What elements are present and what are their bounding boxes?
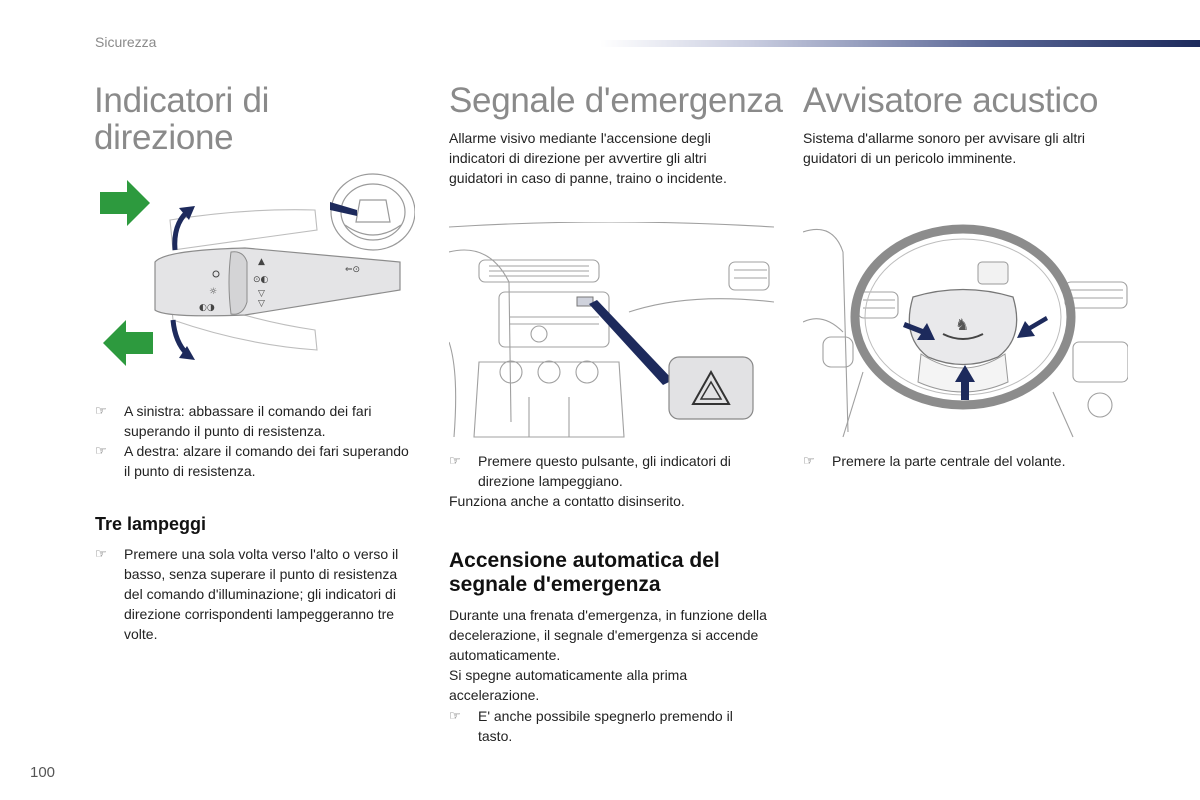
subheading-line-1: Accensione automatica del xyxy=(449,549,720,572)
section-label: Sicurezza xyxy=(95,34,157,50)
horn-steering-wheel-illustration xyxy=(803,222,1128,442)
col1-bullet-list xyxy=(95,401,415,481)
title-indicatori xyxy=(94,82,424,156)
svg-text:♞: ♞ xyxy=(955,315,970,334)
svg-text:◐◑: ◐◑ xyxy=(199,303,215,313)
bullet-text: Premere questo pulsante, gli indicatori di direzione lampeggiano. xyxy=(478,453,731,489)
bullet-pointer-icon: ☞ xyxy=(95,443,107,458)
subheading-line-2: segnale d'emergenza xyxy=(449,573,661,596)
header-gradient-bar xyxy=(600,40,1200,47)
bullet-pointer-icon: ☞ xyxy=(803,453,815,468)
bullet-pointer-icon: ☞ xyxy=(95,403,107,418)
bullet-text: Premere la parte centrale del volante. xyxy=(832,453,1066,469)
turn-signal-stalk-illustration xyxy=(95,170,415,385)
svg-text:▲: ▲ xyxy=(258,257,265,267)
col2-para1: Durante una frenata d'emergenza, in funzione della decelerazione, il segnale d'emergenza si accende automaticamente. xyxy=(449,607,767,663)
list-item xyxy=(803,451,1123,471)
list-item xyxy=(449,706,769,746)
subheading-accensione-automatica xyxy=(449,549,779,597)
bullet-pointer-icon: ☞ xyxy=(449,453,461,468)
col3-bullet-list xyxy=(803,451,1123,471)
title-line-1: Indicatori di xyxy=(94,81,270,120)
svg-text:⊙◐: ⊙◐ xyxy=(253,275,269,285)
col1-sub-bullet-list xyxy=(95,544,410,644)
title-avvisatore-acustico: Avvisatore acustico xyxy=(803,81,1099,120)
col2-intro: Allarme visivo mediante l'accensione degli indicatori di direzione per avvertire gli altri guidatori in caso di panne, traino o incidente. xyxy=(449,130,727,186)
col2-bullet-list xyxy=(449,451,764,491)
page-number: 100 xyxy=(30,764,56,781)
svg-text:⇐⊙: ⇐⊙ xyxy=(345,265,361,275)
title-segnale-emergenza: Segnale d'emergenza xyxy=(449,81,783,120)
col2-note: Funziona anche a contatto disinserito. xyxy=(449,493,685,509)
bullet-text: E' anche possibile spegnerlo premendo il tasto. xyxy=(478,708,733,744)
col2-bullet-list-2 xyxy=(449,706,769,746)
list-item xyxy=(449,451,764,491)
list-item xyxy=(95,441,415,481)
title-line-2: direzione xyxy=(94,118,234,157)
bullet-pointer-icon: ☞ xyxy=(449,708,461,723)
svg-text:▽: ▽ xyxy=(258,289,265,299)
hazard-button-dashboard-illustration xyxy=(449,222,774,442)
bullet-text: A destra: alzare il comando dei fari superando il punto di resistenza. xyxy=(124,443,409,479)
list-item xyxy=(95,544,410,644)
svg-text:☼: ☼ xyxy=(209,287,218,297)
bullet-text: Premere una sola volta verso l'alto o verso il basso, senza superare il punto di resistenza del comando d'illuminazione; gli indicatori di direzione corrispondenti lampeggeranno tre volte. xyxy=(124,546,399,642)
list-item xyxy=(95,401,415,441)
col3-intro: Sistema d'allarme sonoro per avvisare gli altri guidatori di un pericolo imminente. xyxy=(803,130,1086,166)
subheading-tre-lampeggi: Tre lampeggi xyxy=(95,514,207,534)
svg-text:▽: ▽ xyxy=(258,299,265,309)
col2-para2: Si spegne automaticamente alla prima accelerazione. xyxy=(449,667,688,703)
bullet-text: A sinistra: abbassare il comando dei fari superando il punto di resistenza. xyxy=(124,403,372,439)
bullet-pointer-icon: ☞ xyxy=(95,546,107,561)
